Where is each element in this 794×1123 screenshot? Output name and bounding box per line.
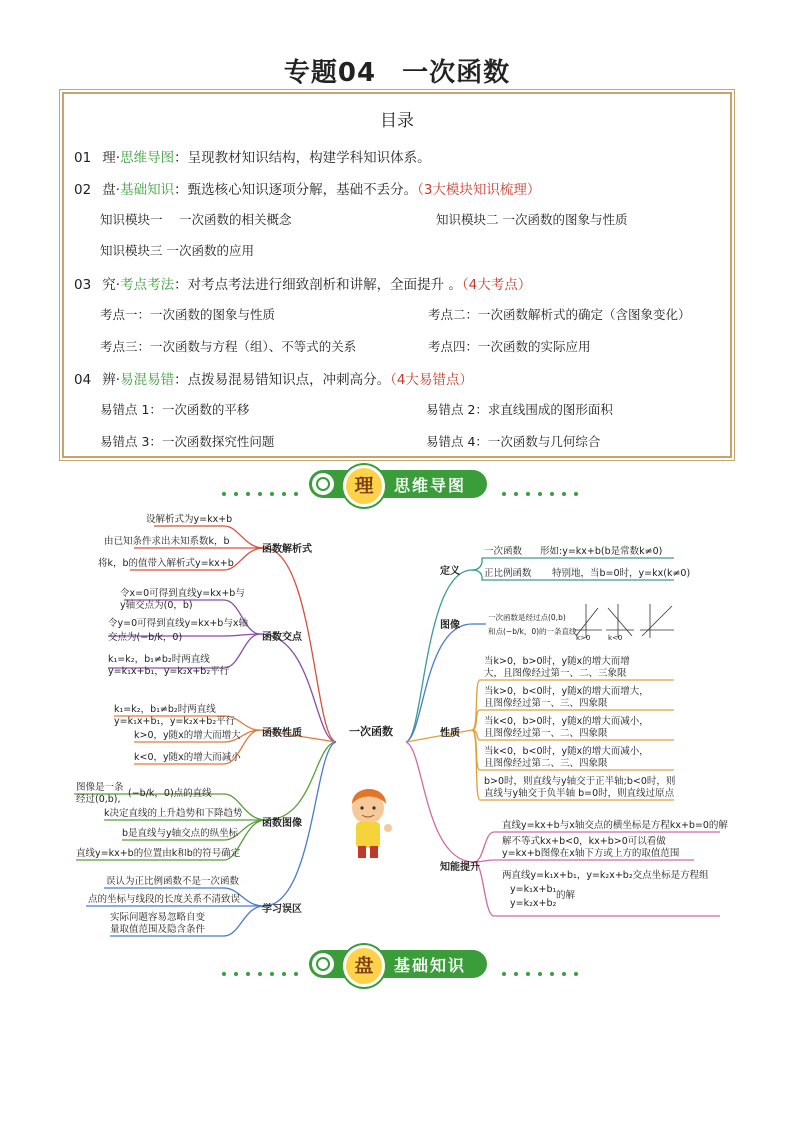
table-of-contents <box>62 92 732 458</box>
banner-badge: 理 <box>343 465 385 507</box>
toc-point-4: 考点四：一次函数的实际应用 <box>428 339 591 354</box>
branch-properties: 函数性质 <box>262 728 302 739</box>
target-icon <box>312 473 334 495</box>
branch-definition: 定义 <box>440 566 460 577</box>
toc-item-1: 01 理·思维导图：呈现教材知识结构，构建学科知识体系。 <box>74 150 431 166</box>
target-icon <box>312 953 334 975</box>
title-topic-number: 专题04 <box>283 58 377 88</box>
toc-module-2: 知识模块二 一次函数的图象与性质 <box>436 212 628 227</box>
branch-advanced: 知能提升 <box>440 862 480 873</box>
section-banner-basics <box>0 948 794 982</box>
toc-mistake-3: 易错点 3：一次函数探究性问题 <box>100 434 275 449</box>
banner-text: 基础知识 <box>394 956 467 975</box>
branch-image: 图像 <box>440 620 460 631</box>
page-title <box>0 52 794 89</box>
toc-heading: 目录 <box>380 111 414 131</box>
dots-decoration <box>218 481 302 487</box>
branch-characteristics: 性质 <box>440 728 460 739</box>
toc-module-1: 知识模块一 一次函数的相关概念 <box>100 212 292 227</box>
branch-function-expression: 函数解析式 <box>262 544 312 555</box>
toc-mistake-2: 易错点 2：求直线围成的图形面积 <box>426 402 613 417</box>
dots-decoration <box>218 961 302 967</box>
section-banner-mindmap <box>0 468 794 502</box>
dots-decoration <box>498 961 582 967</box>
toc-point-1: 考点一：一次函数的图象与性质 <box>100 307 276 322</box>
branch-graph: 函数图像 <box>262 818 302 829</box>
toc-item-3: 03 究·考点考法：对考点考法进行细致剖析和讲解，全面提升 。（4大考点） <box>74 277 532 293</box>
cartoon-boy-illustration <box>352 789 392 858</box>
mind-map-center: 一次函数 <box>349 725 393 738</box>
branch-misconceptions: 学习误区 <box>262 904 302 915</box>
toc-point-2: 考点二：一次函数解析式的确定（含图象变化） <box>428 307 691 322</box>
toc-item-2: 02 盘·基础知识：甄选核心知识逐项分解，基础不丢分。（3大模块知识梳理） <box>74 182 541 198</box>
toc-point-3: 考点三：一次函数与方程（组）、不等式的关系 <box>100 339 357 354</box>
banner-badge: 盘 <box>343 945 385 987</box>
dots-decoration <box>498 481 582 487</box>
toc-item-4: 04 辨·易混易错：点拨易混易错知识点，冲刺高分。（4大易错点） <box>74 372 473 388</box>
banner-text: 思维导图 <box>394 476 467 495</box>
toc-mistake-4: 易错点 4：一次函数与几何综合 <box>426 434 601 449</box>
toc-mistake-1: 易错点 1：一次函数的平移 <box>100 402 250 417</box>
toc-module-3: 知识模块三 一次函数的应用 <box>100 243 254 258</box>
title-topic-name: 一次函数 <box>402 58 511 88</box>
branch-intersection: 函数交点 <box>262 632 302 643</box>
mind-map: 一次函数 函数解析式 设解析式为y=kx+b 由已知条件求出未知系数k，b 将k，b的值带入解析式y=kx+b 函数交点 令x=0可得到直线y=kx+b与 y轴交点为(0，b) 令y=0可得到直线y=kx+b与x轴 交点为(−b/k，0) k₁=k₂，b₁≠b₂时两直线 y=k₁x+b₁，y=k₂x+b₂平行 函数性质 k₁=k₂，b₁≠b₂时两直线 y=k₁x+b₁，y=k₂x+b₂平行 k>0，y随x的增大而增大 k<0，y随x的增大而减小 函数图像 图像是一条 经过(0,b), (−b/k，0)点的直线 k决定直线的上升趋势和下降趋势 b是直线与y轴交点的纵坐标 直线y=kx+b的位置由k和b的符号确定 学习误区 误认为正比例函数不是一次函数 点的坐标与线段的长度关系不清致误 实际问题容易忽略自变 量取值范围及隐含条件 定义 一次函数 形如:y=kx+b(b是常数k≠0) 正比例函数 特别地，当b=0时，y=kx(k≠0) 图像 一次函数是经过点(0,b) 和点(−b/k，0)的一条直线 k>0 k<0 性质 当k>0，b>0时，y随x的增大而增 大，且图像经过第一、二、三象限 当k>0，b<0时，y随x的增大而增大， 且图像经过第一、三、四象限 当k<0，b>0时，y随x的增大而减小， 且图像经过第一、二、四象限 当k<0，b<0时，y随x的增大而减小， 且图像经过第二、三、四象限 b>0时，则直线与y轴交于正半轴;b<0时，则 直线与y轴交于负半轴 b=0时，则直线过原点 知能提升 直线y=kx+b与x轴交点的横坐标是方程kx+b=0的解 解不等式kx+b<0，kx+b>0可以看做 y=kx+b图像在x轴下方或上方的取值范围 两直线y=k₁x+b₁，y=k₂x+b₂交点坐标是方程组 y=k₁x+b₁ y=k₂x+b₂ 的解 <box>74 508 724 948</box>
